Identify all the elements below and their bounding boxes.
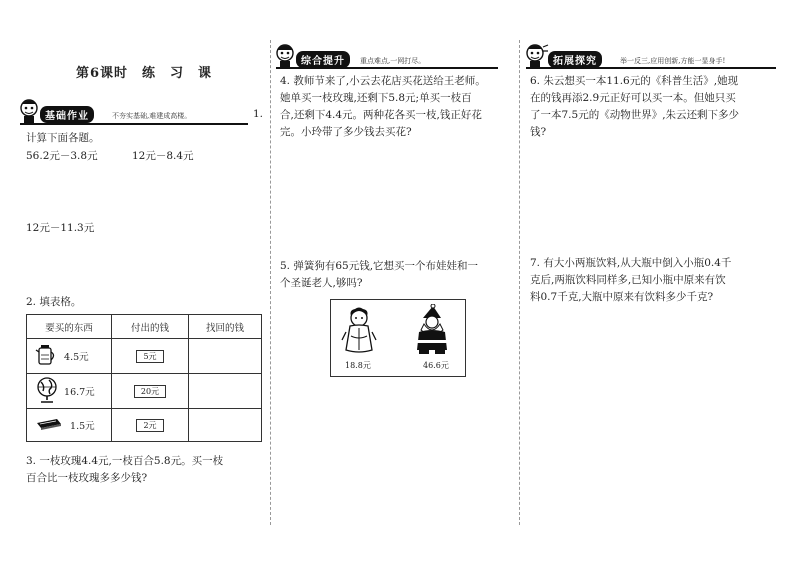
table-row bbox=[27, 339, 262, 374]
q4-line-4: 完。小玲带了多少钱去买花? bbox=[280, 126, 412, 138]
item-price: 16.7元 bbox=[64, 387, 95, 398]
change-answer-cell[interactable] bbox=[189, 339, 262, 374]
item-price: 1.5元 bbox=[70, 421, 95, 432]
paid-amount: 20元 bbox=[134, 385, 166, 398]
q4-line-3: 合,还剩下4.4元。两种花各买一枝,钱正好花 bbox=[280, 109, 482, 121]
pencil-box-icon bbox=[35, 416, 63, 435]
teapot-icon bbox=[35, 342, 57, 371]
section-slogan-basic: 不夯实基础,难建成高楼。 bbox=[112, 112, 192, 120]
table-header-item: 要买的东西 bbox=[27, 315, 112, 339]
section-badge-basic: 基础作业 bbox=[40, 106, 94, 123]
doll-price: 18.8元 bbox=[345, 361, 371, 370]
section-rule-explore bbox=[526, 67, 776, 69]
item-price: 4.5元 bbox=[64, 352, 89, 363]
q4-line-1: 4. 教师节来了,小云去花店买花送给王老师。 bbox=[280, 75, 486, 87]
shopping-table bbox=[26, 314, 262, 442]
q2-prompt: 2. 填表格。 bbox=[26, 296, 82, 308]
q6-line-3: 了一本7.5元的《动物世界》,朱云还剩下多少 bbox=[530, 109, 740, 121]
q1-item-2: 12元－8.4元 bbox=[132, 150, 194, 162]
change-answer-cell[interactable] bbox=[189, 374, 262, 409]
santa-icon bbox=[413, 304, 451, 360]
lesson-title: 第6课时 练 习 课 bbox=[76, 66, 213, 81]
table-row bbox=[27, 374, 262, 409]
q5-line-2: 个圣诞老人,够吗? bbox=[280, 277, 363, 289]
paid-amount: 2元 bbox=[136, 419, 163, 432]
q7-line-1: 7. 有大小两瓶饮料,从大瓶中倒入小瓶0.4千 bbox=[530, 257, 732, 269]
section-rule-basic bbox=[20, 123, 248, 125]
section-badge-explore: 拓展探究 bbox=[548, 51, 602, 68]
toy-picture bbox=[330, 299, 466, 377]
q6-line-4: 钱? bbox=[530, 126, 547, 138]
santa-price: 46.6元 bbox=[423, 361, 449, 370]
table-header-change: 找回的钱 bbox=[189, 315, 262, 339]
change-answer-cell[interactable] bbox=[189, 409, 262, 442]
globe-icon bbox=[35, 376, 59, 407]
doll-icon bbox=[341, 306, 377, 360]
q1-number: 1. bbox=[253, 108, 264, 120]
q3-line-2: 百合比一枝玫瑰多多少钱? bbox=[26, 472, 148, 484]
table-row bbox=[27, 409, 262, 442]
q6-line-1: 6. 朱云想买一本11.6元的《科普生活》,她现 bbox=[530, 75, 739, 87]
paid-amount: 5元 bbox=[136, 350, 163, 363]
q1-item-3: 12元－11.3元 bbox=[26, 222, 95, 234]
q5-line-1: 5. 弹簧狗有65元钱,它想买一个布娃娃和一 bbox=[280, 260, 479, 272]
q7-line-2: 克后,两瓶饮料同样多,已知小瓶中原来有饮 bbox=[530, 274, 726, 286]
column-divider-right bbox=[519, 40, 520, 525]
section-slogan-advanced: 重点难点,一网打尽。 bbox=[360, 57, 426, 65]
q3-line-1: 3. 一枝玫瑰4.4元,一枝百合5.8元。买一枝 bbox=[26, 455, 224, 467]
q7-line-3: 料0.7千克,大瓶中原来有饮料多少千克? bbox=[530, 291, 714, 303]
section-badge-advanced: 综合提升 bbox=[296, 51, 350, 68]
q6-line-2: 在的钱再添2.9元正好可以买一本。但她只买 bbox=[530, 92, 736, 104]
table-header-paid: 付出的钱 bbox=[112, 315, 189, 339]
q1-prompt: 计算下面各题。 bbox=[26, 132, 100, 144]
q1-item-1: 56.2元－3.8元 bbox=[26, 150, 98, 162]
section-slogan-explore: 举一反三,应用创新,方能一显身手! bbox=[620, 57, 726, 65]
q4-line-2: 她单买一枝玫瑰,还剩下5.8元;单买一枝百 bbox=[280, 92, 472, 104]
section-rule-advanced bbox=[276, 67, 498, 69]
column-divider-left bbox=[270, 40, 271, 525]
